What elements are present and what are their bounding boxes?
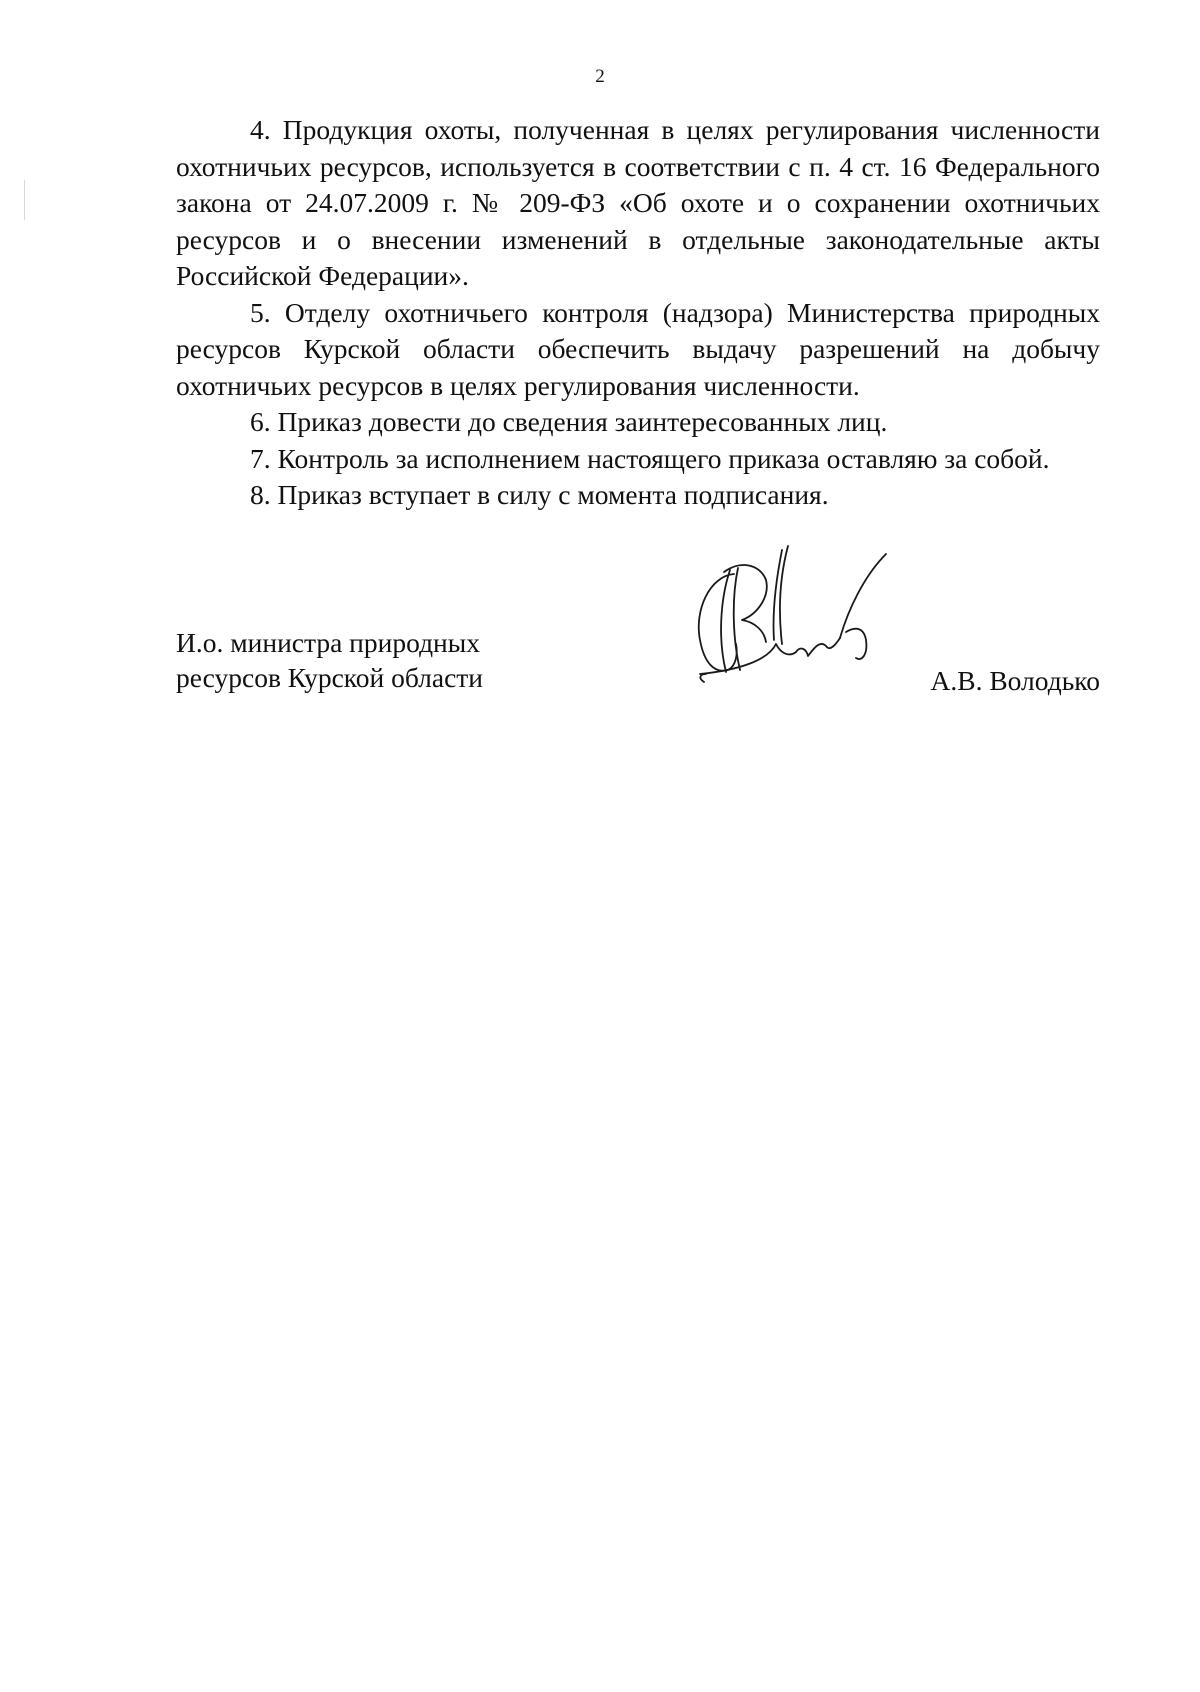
page-number: 2 <box>595 66 605 87</box>
scan-edge-mark <box>24 180 25 220</box>
paragraph-item-8: 8. Приказ вступает в силу с момента подписания. <box>250 479 829 510</box>
paragraph-item-5: 5. Отделу охотничьего контроля (надзора) Министерства природных ресурсов Курской области обеспечить выдачу разрешений на добычу охотничьих ресурсов в целях регулирования численности. <box>176 296 1100 401</box>
signatory-position-line-1: И.о. министра природных <box>176 627 481 658</box>
signatory-position <box>176 625 483 695</box>
paragraph-item-4: 4. Продукция охоты, полученная в целях регулирования численности охотничьих ресурсов, используется в соответствии с п. 4 ст. 16 Федерального закона от 24.07.2009 г. № 209-ФЗ «Об охоте и о сохранении охотничьих ресурсов и о внесении изменений в отдельные законодательные акты Российской Федерации». <box>176 114 1100 291</box>
handwritten-signature <box>680 540 920 700</box>
document-body <box>176 112 1100 514</box>
signatory-name: А.В. Володько <box>930 665 1100 696</box>
paragraph-item-6: 6. Приказ довести до сведения заинтересованных лиц. <box>250 406 888 437</box>
signatory-position-line-2: ресурсов Курской области <box>176 662 484 693</box>
paragraph-item-7: 7. Контроль за исполнением настоящего приказа оставляю за собой. <box>250 442 1050 474</box>
